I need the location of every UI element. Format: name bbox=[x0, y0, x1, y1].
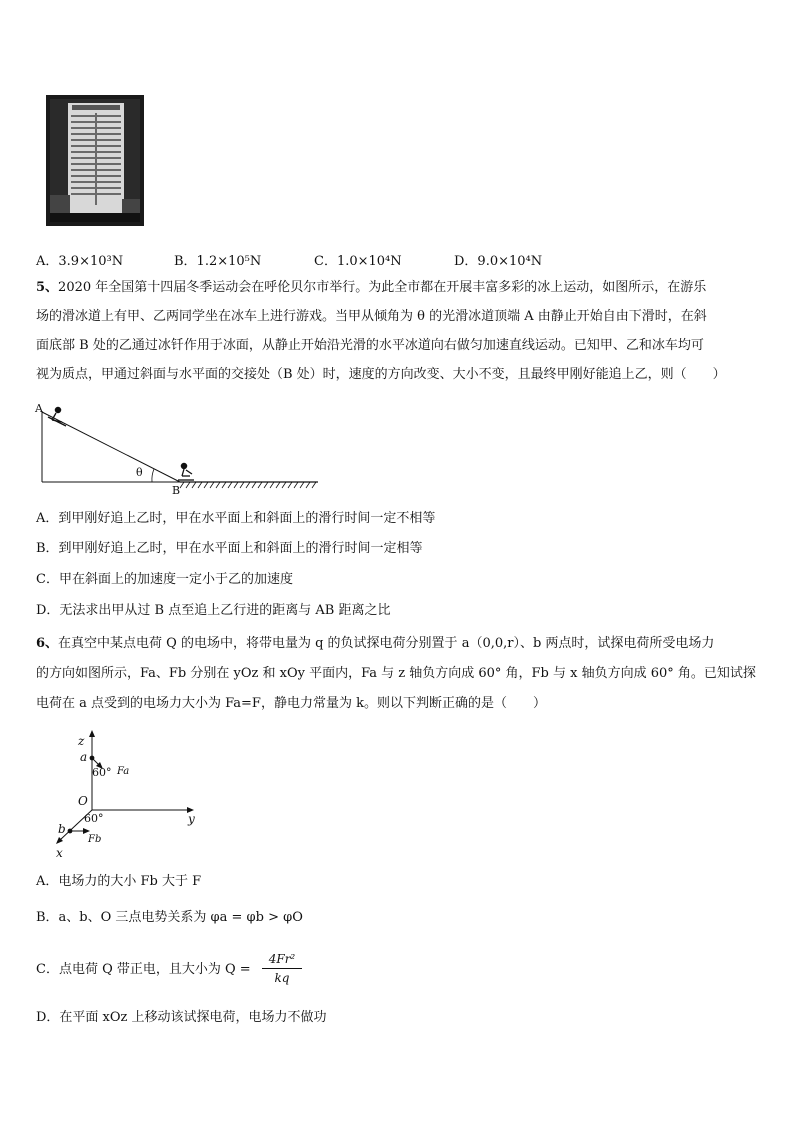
incline-label-theta: θ bbox=[136, 466, 143, 479]
point-label-a: a bbox=[80, 750, 88, 764]
q5-number: 5、 bbox=[36, 280, 59, 295]
q6-stem-line-1: 6、在真空中某点电荷 Q 的电场中，将带电量为 q 的负试探电荷分别置于 a（0,0,r）、b 两点时，试探电荷所受电场力 bbox=[36, 636, 715, 651]
q6-axes-figure bbox=[50, 728, 210, 860]
incline-label-b: B bbox=[172, 484, 181, 497]
q6-option-d: D．在平面 xOz 上移动该试探电荷，电场力不做功 bbox=[36, 1010, 327, 1025]
q4-option-c: C．1.0×10⁴N bbox=[314, 254, 402, 269]
q4-option-a: A．3.9×10³N bbox=[36, 254, 124, 269]
q5-option-a: A．到甲刚好追上乙时，甲在水平面上和斜面上的滑行时间一定不相等 bbox=[36, 511, 436, 526]
angle-label-a: 60° bbox=[92, 766, 112, 779]
q5-stem-line-4: 视为质点，甲通过斜面与水平面的交接处（B 处）时，速度的方向改变、大小不变，且最终甲刚好能追上乙，则（ ） bbox=[36, 367, 726, 382]
building-photo bbox=[46, 95, 144, 226]
force-label-fb: Fb bbox=[88, 834, 102, 845]
axis-label-y: y bbox=[188, 812, 195, 826]
fraction-numerator: 4Fr² bbox=[262, 950, 302, 969]
axis-label-x: x bbox=[56, 846, 63, 860]
force-label-fa: Fa bbox=[117, 766, 130, 777]
origin-label-o: O bbox=[78, 794, 88, 808]
fraction-denominator: kq bbox=[274, 971, 290, 985]
q5-incline-figure bbox=[34, 400, 324, 498]
q5-option-d: D．无法求出甲从过 B 点至追上乙行进的距离与 AB 距离之比 bbox=[36, 603, 391, 618]
q6-stem-line-3: 电荷在 a 点受到的电场力大小为 Fa=F，静电力常量为 k。则以下判断正确的是（ ） bbox=[36, 696, 546, 711]
q5-option-c: C．甲在斜面上的加速度一定小于乙的加速度 bbox=[36, 572, 293, 587]
q4-option-d: D．9.0×10⁴N bbox=[454, 254, 543, 269]
q6-option-a: A．电场力的大小 Fb 大于 F bbox=[36, 874, 202, 889]
point-label-b: b bbox=[58, 822, 66, 836]
angle-label-b: 60° bbox=[84, 812, 104, 825]
q6-option-c-text: C．点电荷 Q 带正电，且大小为 Q = bbox=[36, 962, 251, 977]
q5-stem-line-1: 5、2020 年全国第十四届冬季运动会在呼伦贝尔市举行。为此全市都在开展丰富多彩的冰上运动，如图所示，在游乐 bbox=[36, 280, 707, 295]
q5-option-b: B．到甲刚好追上乙时，甲在水平面上和斜面上的滑行时间一定相等 bbox=[36, 541, 423, 556]
q6-stem-line-2: 的方向如图所示，Fa、Fb 分别在 yOz 和 xOy 平面内，Fa 与 z 轴负方向成 60° 角，Fb 与 x 轴负方向成 60° 角。已知试探 bbox=[36, 666, 756, 681]
q5-stem-line-3: 面底部 B 处的乙通过冰钎作用于冰面，从静止开始沿光滑的水平冰道向右做匀加速直线运动。已知甲、乙和冰车均可 bbox=[36, 338, 704, 353]
q4-option-b: B．1.2×10⁵N bbox=[174, 254, 262, 269]
q6-option-b: B．a、b、O 三点电势关系为 φa = φb > φO bbox=[36, 910, 303, 925]
q6-option-c-fraction bbox=[262, 950, 302, 987]
axis-label-z: z bbox=[78, 734, 85, 748]
incline-label-a: A bbox=[35, 402, 43, 415]
q6-number: 6、 bbox=[36, 636, 59, 651]
sledder-b-icon bbox=[178, 463, 194, 480]
q6-option-c bbox=[36, 952, 296, 985]
q5-stem-line-2: 场的滑冰道上有甲、乙两同学坐在冰车上进行游戏。当甲从倾角为 θ 的光滑冰道顶端 A 由静止开始自由下滑时，在斜 bbox=[36, 309, 707, 324]
